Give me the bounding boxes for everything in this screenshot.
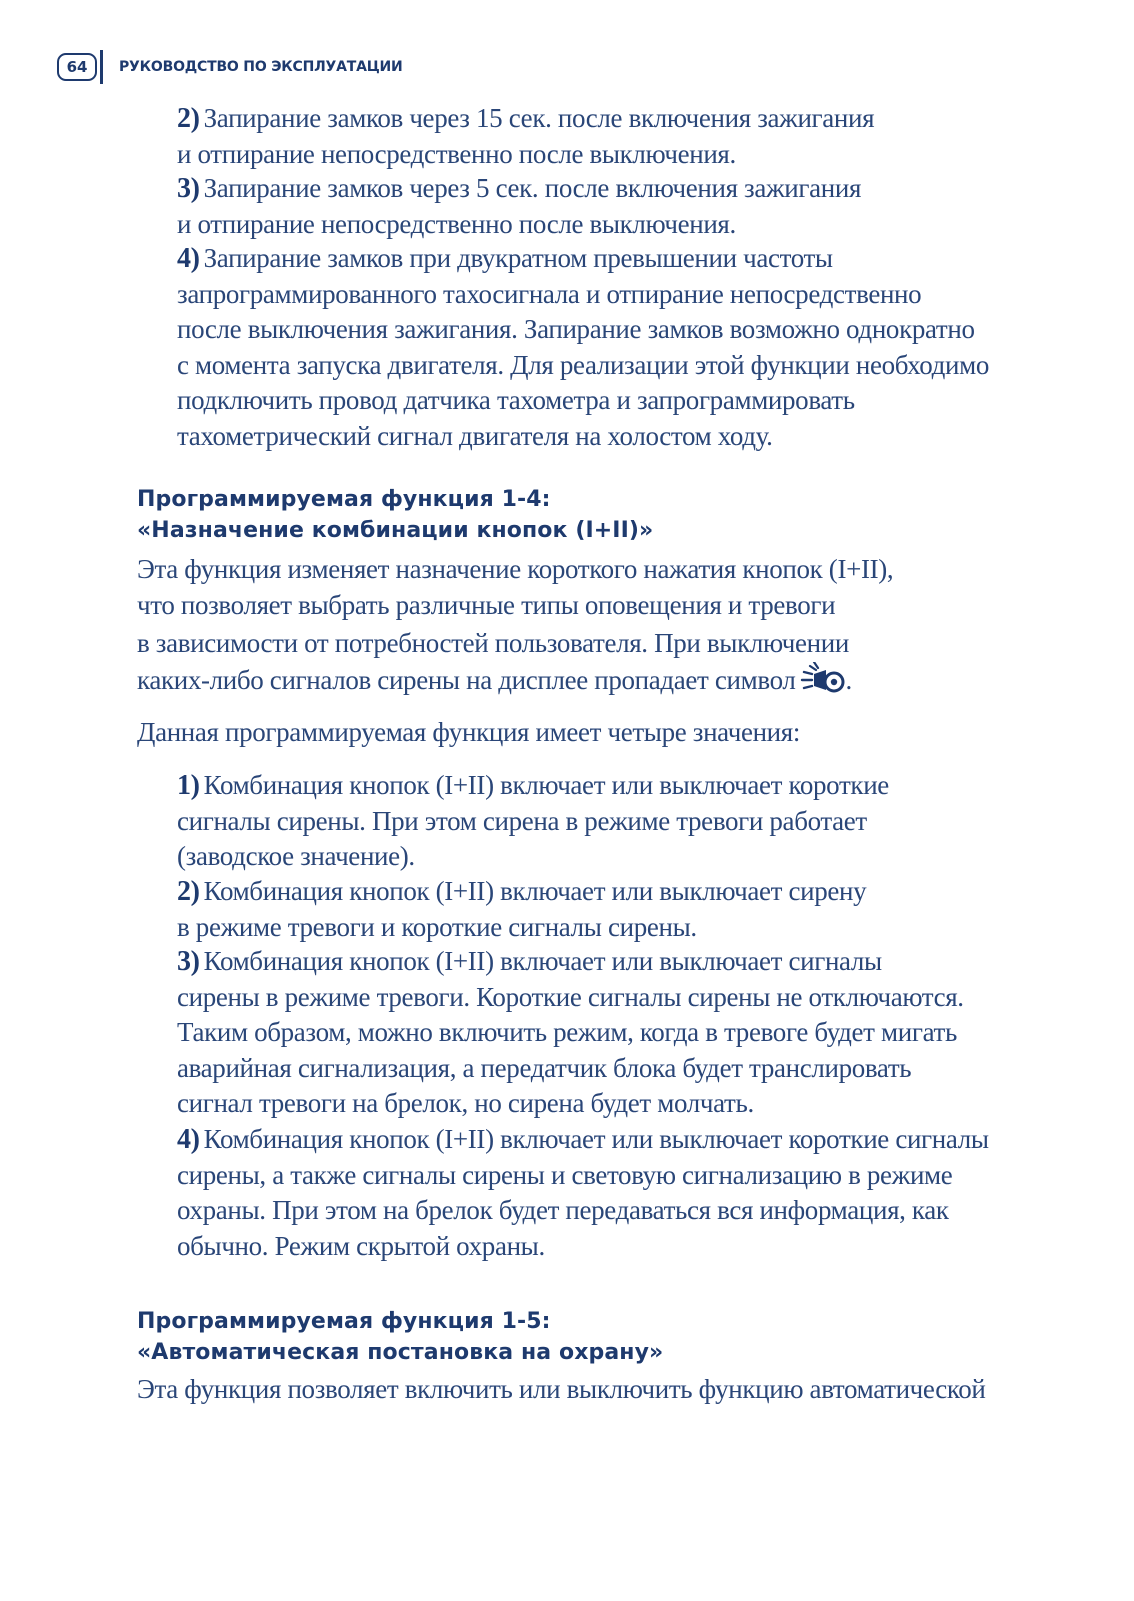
page-number: 64 [57,53,97,81]
list-item-line: после выключения зажигания. Запирание замков возможно однократно [177,314,975,345]
list-item: 2) Комбинация кнопок (I+II) включает или выключает сирену в режиме тревоги и короткие сигналы сирены. [177,876,867,942]
list-number: 2) [177,876,200,907]
header-title: РУКОВОДСТВО ПО ЭКСПЛУАТАЦИИ [119,59,403,75]
list-item: 1) Комбинация кнопок (I+II) включает или выключает короткие сигналы сирены. При этом сирена в режиме тревоги работает (заводское значение). [177,770,889,872]
list-number: 4) [177,1124,200,1155]
list-item-line: подключить провод датчика тахометра и запрограммировать [177,385,855,416]
list-item-line: 4) Запирание замков при двукратном превышении частоты [177,243,833,274]
list-item-line: 2) Запирание замков через 15 сек. после включения зажигания [177,103,875,134]
list-item [177,241,1077,455]
list-item-line: запрограммированного тахосигнала и отпирание непосредственно [177,278,922,309]
list-item-line: 3) Запирание замков через 5 сек. после включения зажигания [177,173,862,204]
list-item-line: и отпирание непосредственно после выключения. [177,208,736,239]
paragraph: Эта функция изменяет назначение короткого нажатия кнопок (I+II), что позволяет выбрать различные типы оповещения и тревоги в зависимости от потребностей пользователя. При выключении каких-либо сигналов сирены на дисплее пропадает символ . [137,554,894,695]
siren-icon [800,662,846,696]
list-item [177,101,1077,172]
header-divider [100,50,103,84]
list-number: 4) [177,243,200,274]
paragraph: Данная программируемая функция имеет четыре значения: [137,717,801,747]
list-item [177,171,1077,242]
list-item-line: тахометрический сигнал двигателя на холостом ходу. [177,420,773,451]
list-item-line: и отпирание непосредственно после выключения. [177,138,736,169]
list-item-line: с момента запуска двигателя. Для реализации этой функции необходимо [177,349,989,380]
paragraph: Эта функция позволяет включить или выключить функцию автоматической [137,1374,986,1404]
list-item: 3) Комбинация кнопок (I+II) включает или выключает сигналы сирены в режиме тревоги. Короткие сигналы сирены не отключаются. Таким образом, можно включить режим, когда в тревоге будет мигать аварийная сигнализация, а передатчик блока будет транслировать сигнал тревоги на брелок, но сирена будет молчать. [177,946,964,1119]
section-heading: Программируемая функция 1-4: «Назначение комбинации кнопок (I+II)» [137,487,654,543]
list-number: 3) [177,173,200,204]
list-number: 2) [177,103,200,134]
section-heading: Программируемая функция 1-5: «Автоматическая постановка на охрану» [137,1309,664,1365]
list-number: 3) [177,946,200,977]
list-item: 4) Комбинация кнопок (I+II) включает или выключает короткие сигналы сирены, а также сигналы сирены и световую сигнализацию в режиме охраны. При этом на брелок будет передаваться вся информация, как обычно. Режим скрытой охраны. [177,1124,989,1261]
list-number: 1) [177,770,200,801]
page-header [57,50,403,84]
